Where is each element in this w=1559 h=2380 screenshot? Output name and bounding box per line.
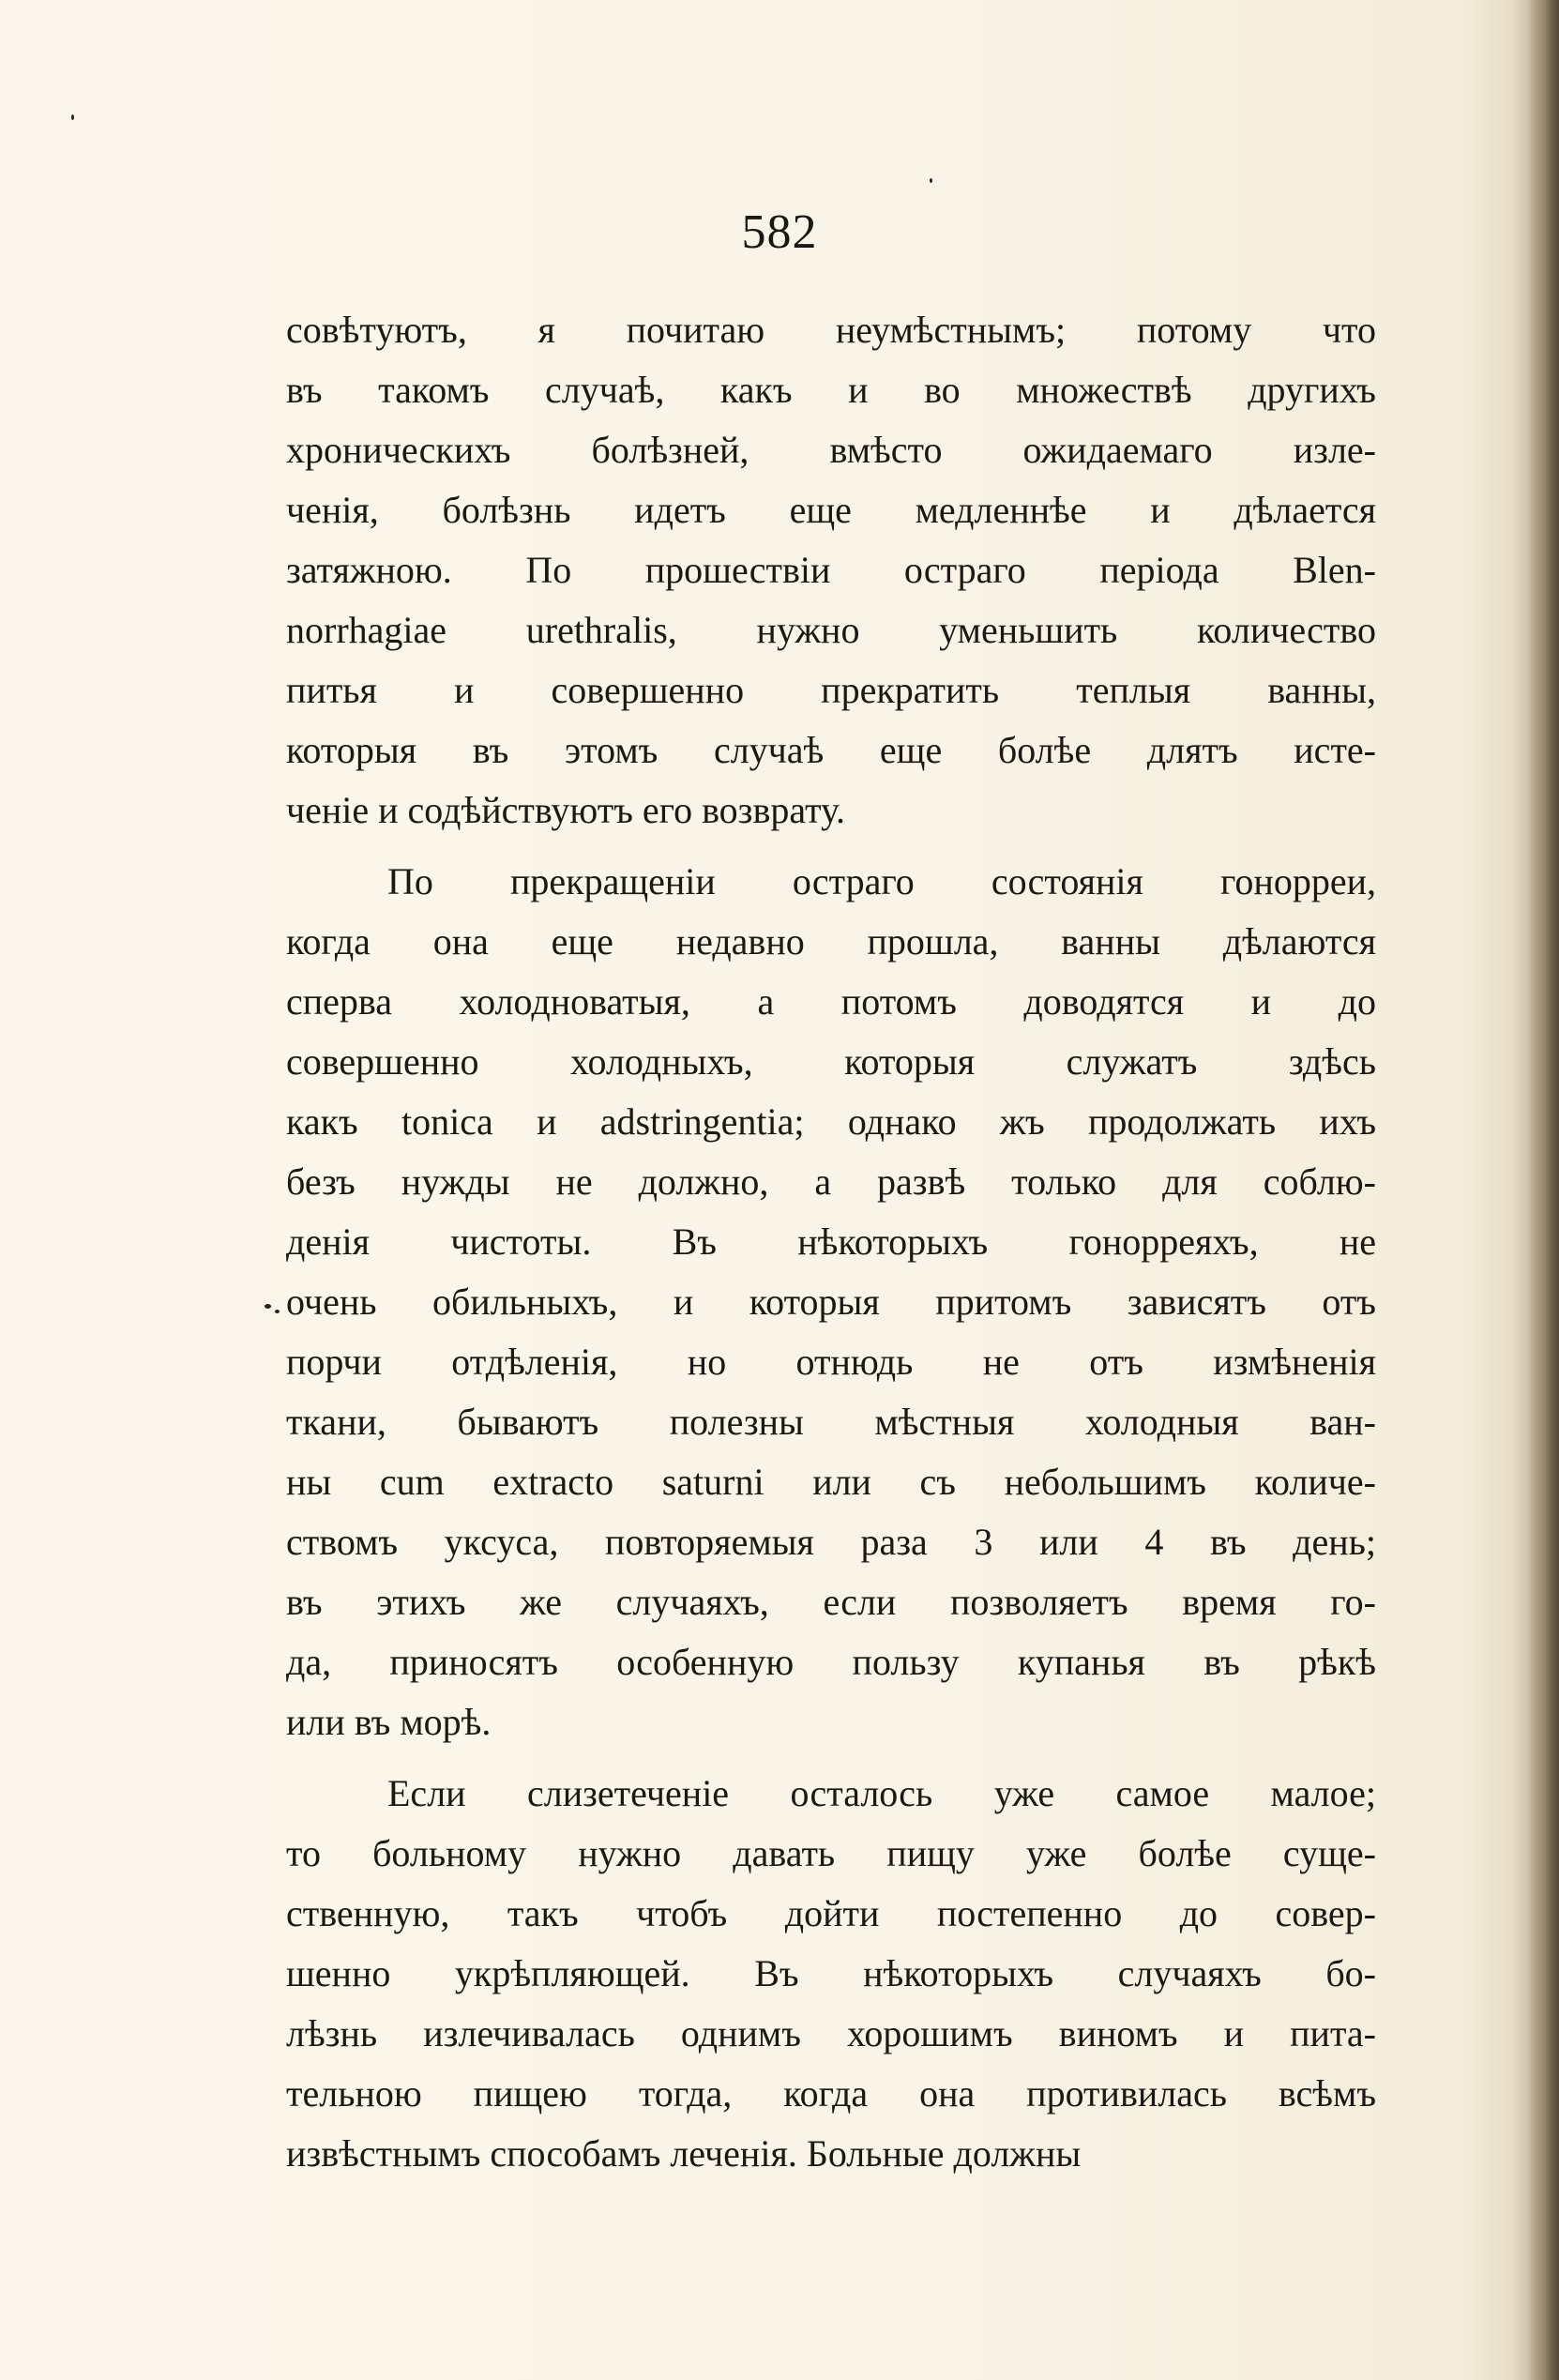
text-line: какъ tonica и adstringentia; однако жъ продолжать ихъ: [286, 1100, 1376, 1143]
text-line: ствомъ уксуса, повторяемыя раза 3 или 4 въ день;: [286, 1521, 1376, 1563]
text-line: По прекращеніи остраго состоянія гонорреи,: [387, 860, 1376, 902]
text-line: порчи отдѣленія, но отнюдь не отъ измѣненія: [286, 1341, 1376, 1383]
text-line: или въ морѣ.: [286, 1701, 492, 1743]
paragraph-1: [286, 300, 1376, 841]
text-line: Если слизетеченіе осталось уже самое малое;: [387, 1772, 1376, 1814]
text-line: тельною пищею тогда, когда она противилась всѣмъ: [286, 2072, 1376, 2115]
text-line: да, приносятъ особенную пользу купанья въ рѣкѣ: [286, 1641, 1376, 1683]
ink-speck: [275, 1310, 280, 1313]
page-number: 582: [741, 205, 818, 259]
text-line: то больному нужно давать пищу уже болѣе суще-: [286, 1832, 1376, 1874]
paragraph-2: [286, 852, 1376, 1752]
text-line: сперва холодноватыя, а потомъ доводятся и до: [286, 980, 1376, 1023]
text-line: лѣзнь излечивалась однимъ хорошимъ виномъ и пита-: [286, 2012, 1376, 2054]
text-line: въ такомъ случаѣ, какъ и во множествѣ другихъ: [286, 369, 1376, 411]
body-text: [286, 300, 1376, 2195]
text-line: совершенно холодныхъ, которыя служатъ здѣсь: [286, 1040, 1376, 1083]
ink-speck: [265, 1304, 271, 1309]
text-line: хроническихъ болѣзней, вмѣсто ожидаемаго изле-: [286, 429, 1376, 471]
text-line: совѣтуютъ, я почитаю неумѣстнымъ; потому что: [286, 309, 1376, 351]
text-line: очень обильныхъ, и которыя притомъ зависятъ отъ: [286, 1281, 1376, 1323]
text-line: ткани, бываютъ полезны мѣстныя холодныя ван-: [286, 1401, 1376, 1443]
text-line: когда она еще недавно прошла, ванны дѣлаются: [286, 920, 1376, 963]
ink-speck: [930, 178, 932, 183]
paragraph-3: [286, 1764, 1376, 2184]
text-line: безъ нужды не должно, а развѣ только для соблю-: [286, 1160, 1376, 1203]
text-line: ны cum extracto saturni или съ небольшимъ количе-: [286, 1461, 1376, 1503]
text-line: питья и совершенно прекратить теплыя ванны,: [286, 669, 1376, 711]
text-line: которыя въ этомъ случаѣ еще болѣе длятъ истe-: [286, 729, 1376, 771]
text-line: въ этихъ же случаяхъ, если позволяетъ время го-: [286, 1581, 1376, 1623]
text-line: извѣстнымъ способамъ леченія. Больные должны: [286, 2132, 1082, 2175]
text-line: ченія, болѣзнь идетъ еще медленнѣе и дѣлается: [286, 489, 1376, 531]
text-line: затяжною. По прошествіи остраго періода Blen-: [286, 549, 1376, 591]
text-line: денія чистоты. Въ нѣкоторыхъ гонорреяхъ, не: [286, 1220, 1376, 1263]
text-line: ственную, такъ чтобъ дойти постепенно до совер-: [286, 1892, 1376, 1934]
text-line: norrhagiae urethralis, нужно уменьшить количество: [286, 609, 1376, 651]
text-line: шенно укрѣпляющей. Въ нѣкоторыхъ случаяхъ бо-: [286, 1952, 1376, 1994]
ink-speck: [71, 114, 74, 120]
page-edge-shadow: [1527, 0, 1559, 2380]
text-line: ченіе и содѣйствуютъ его возврату.: [286, 789, 846, 831]
